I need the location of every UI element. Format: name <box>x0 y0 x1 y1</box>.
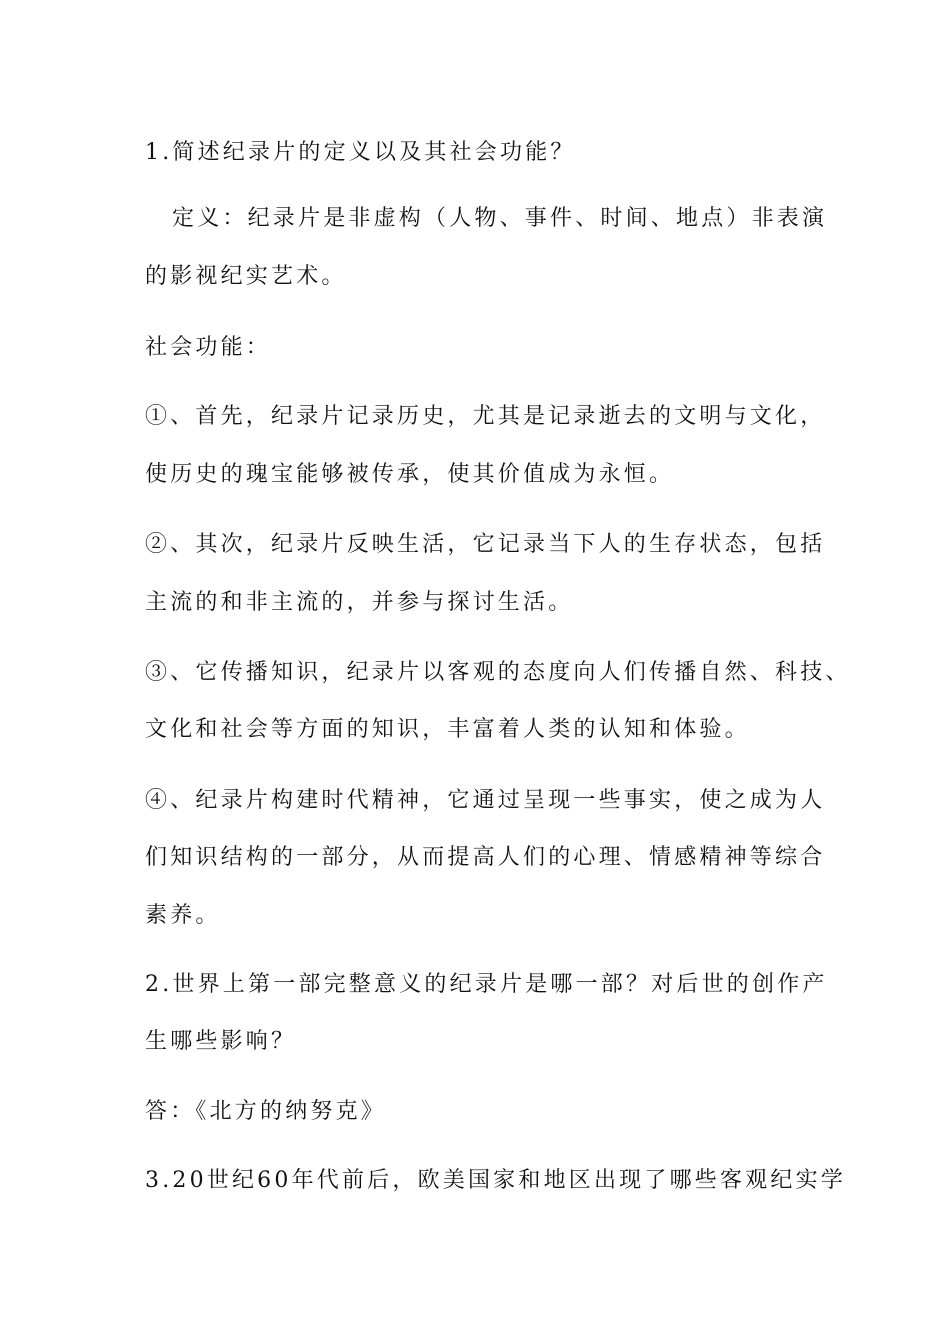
answer-2: 答：《北方的纳努克》 <box>145 1099 387 1124</box>
definition-line-2: 的影视纪实艺术。 <box>145 264 347 289</box>
function-4-line-2: 们知识结构的一部分，从而提高人们的心理、情感精神等综合 <box>145 845 826 870</box>
question-2-line-1: 2.世界上第一部完整意义的纪录片是哪一部？对后世的创作产 <box>145 972 828 997</box>
question-3-line-1: 3.20世纪60年代前后，欧美国家和地区出现了哪些客观纪实学 <box>145 1168 846 1193</box>
function-4-line-1: ④、纪录片构建时代精神，它通过呈现一些事实，使之成为人 <box>145 788 826 813</box>
function-4-line-3: 素养。 <box>145 903 221 928</box>
function-3-line-1: ③、它传播知识，纪录片以客观的态度向人们传播自然、科技、 <box>145 660 851 685</box>
definition-line-1: 定义：纪录片是非虚构（人物、事件、时间、地点）非表演 <box>172 206 828 231</box>
function-3-line-2: 文化和社会等方面的知识，丰富着人类的认知和体验。 <box>145 717 750 742</box>
function-2-line-2: 主流的和非主流的，并参与探讨生活。 <box>145 590 574 615</box>
social-function-heading: 社会功能： <box>145 335 272 360</box>
function-2-line-1: ②、其次，纪录片反映生活，它记录当下人的生存状态，包括 <box>145 532 826 557</box>
function-1-line-1: ①、首先，纪录片记录历史，尤其是记录逝去的文明与文化， <box>145 404 826 429</box>
question-1-heading: 1.简述纪录片的定义以及其社会功能？ <box>145 140 576 165</box>
function-1-line-2: 使历史的瑰宝能够被传承，使其价值成为永恒。 <box>145 462 675 487</box>
question-2-line-2: 生哪些影响？ <box>145 1029 297 1054</box>
